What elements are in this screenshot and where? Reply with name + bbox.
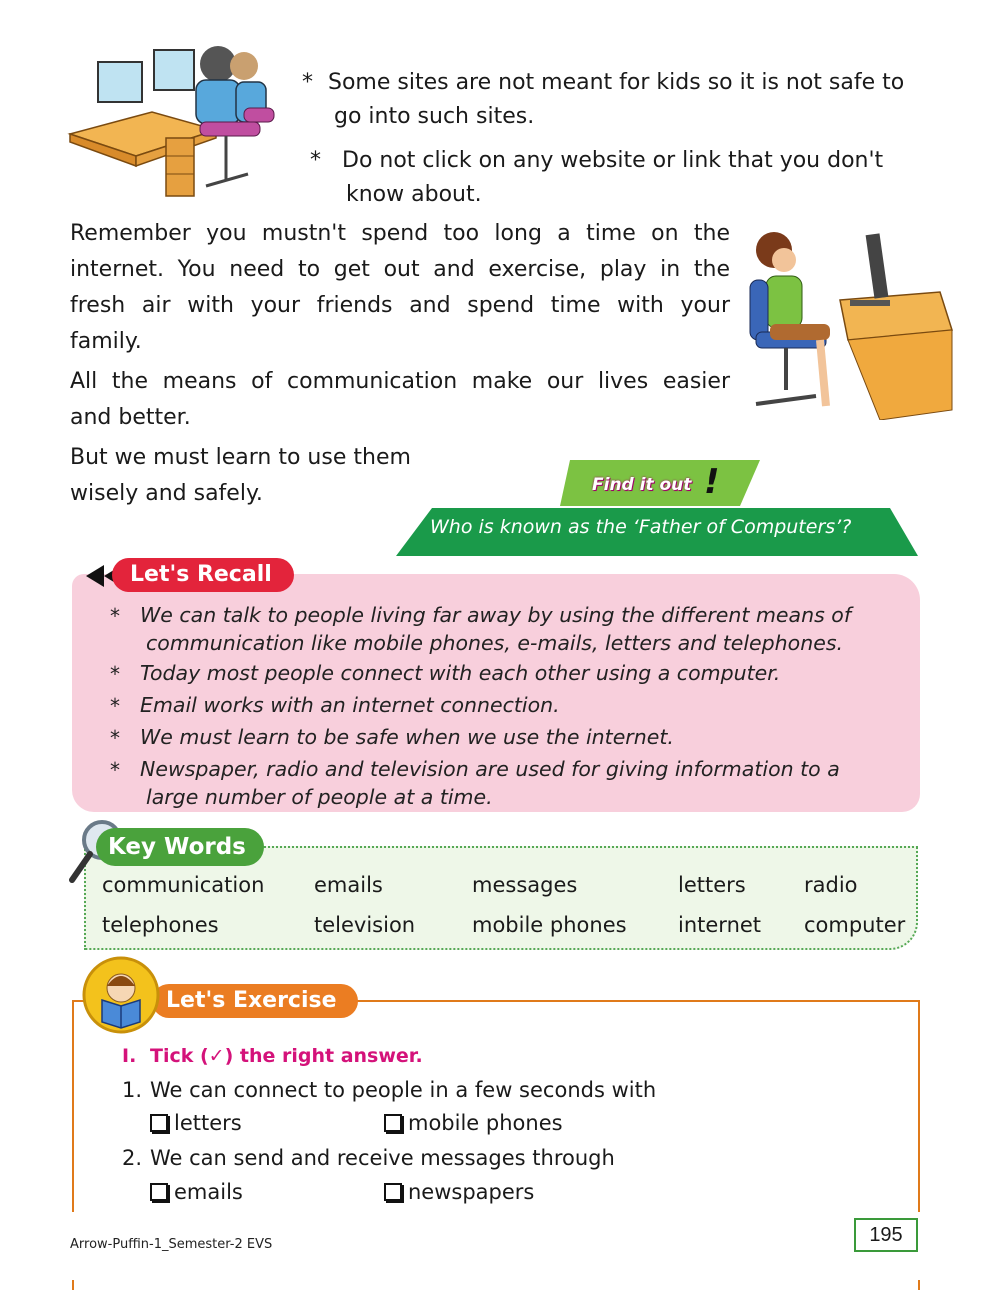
- paragraph-screen-time: [70, 216, 730, 360]
- exclamation-icon: !: [704, 462, 720, 502]
- exercise-section-title: Tick (✓) the right answer.: [150, 1045, 423, 1067]
- question-number: 1.: [122, 1078, 143, 1102]
- lets-recall-heading: Let's Recall: [112, 558, 294, 592]
- star-bullet: *: [110, 726, 120, 750]
- key-word: mobile phones: [472, 913, 627, 937]
- recall-item-4: We must learn to be safe when we use the internet.: [140, 725, 674, 749]
- star-bullet: *: [110, 694, 120, 718]
- lets-exercise-heading: Let's Exercise: [152, 984, 358, 1018]
- star-bullet: *: [310, 148, 321, 173]
- paragraph-line: internet. You need to get out and exercise, play in the: [70, 257, 730, 282]
- question-text: We can connect to people in a few seconds with: [150, 1078, 657, 1102]
- key-word: radio: [804, 873, 858, 897]
- intro-bullet-2-line2: know about.: [346, 182, 482, 207]
- option-newspapers[interactable]: [384, 1180, 534, 1204]
- paragraph-line: But we must learn to use them: [70, 445, 411, 470]
- option-label: emails: [174, 1180, 243, 1204]
- option-label: mobile phones: [408, 1111, 563, 1135]
- paragraph-line: family.: [70, 329, 142, 354]
- question-number: 2.: [122, 1146, 143, 1170]
- recall-item-5-line1: Newspaper, radio and television are used for giving information to a: [140, 757, 840, 781]
- recall-item-5-line2: large number of people at a time.: [146, 785, 493, 809]
- paragraph-line: fresh air with your friends and spend time with your: [70, 293, 730, 318]
- star-bullet: *: [110, 604, 120, 628]
- reading-child-icon: [82, 956, 160, 1034]
- intro-bullet-1-line1: Some sites are not meant for kids so it is not safe to: [328, 70, 905, 95]
- checkbox[interactable]: [150, 1183, 168, 1201]
- paragraph-line: Remember you mustn't spend too long a time on the: [70, 221, 730, 246]
- key-word: messages: [472, 873, 578, 897]
- star-bullet: *: [302, 70, 313, 95]
- find-it-out-label: Find it out: [592, 475, 692, 495]
- paragraph-line: and better.: [70, 405, 191, 430]
- paragraph-communication: [70, 364, 730, 436]
- recall-item-2: Today most people connect with each other using a computer.: [140, 661, 781, 685]
- page-number: 195: [854, 1218, 918, 1252]
- recall-item-1-line2: communication like mobile phones, e-mails, letters and telephones.: [146, 631, 844, 655]
- key-word: letters: [678, 873, 746, 897]
- footer-book-title: Arrow-Puffin-1_Semester-2 EVS: [70, 1237, 273, 1252]
- key-word: telephones: [102, 913, 219, 937]
- intro-bullet-2-line1: Do not click on any website or link that you don't: [342, 148, 884, 173]
- exercise-section-number: I.: [122, 1045, 137, 1067]
- key-word: computer: [804, 913, 906, 937]
- option-label: letters: [174, 1111, 242, 1135]
- option-label: newspapers: [408, 1180, 535, 1204]
- key-word: emails: [314, 873, 383, 897]
- option-mobile-phones[interactable]: [384, 1111, 563, 1135]
- intro-bullet-1-line2: go into such sites.: [334, 104, 535, 129]
- girl-computer-illustration: [730, 220, 955, 420]
- star-bullet: *: [110, 662, 120, 686]
- checkbox[interactable]: [384, 1183, 402, 1201]
- question-text: We can send and receive messages through: [150, 1146, 615, 1170]
- key-word: communication: [102, 873, 265, 897]
- recall-item-1-line1: We can talk to people living far away by using the different means of: [140, 603, 852, 627]
- key-word: television: [314, 913, 416, 937]
- recall-item-3: Email works with an internet connection.: [140, 693, 560, 717]
- key-word: internet: [678, 913, 762, 937]
- checkbox[interactable]: [150, 1114, 168, 1132]
- key-words-heading: Key Words: [96, 828, 264, 866]
- find-it-out-question: Who is known as the ‘Father of Computers’?: [430, 516, 852, 538]
- option-letters[interactable]: [150, 1111, 242, 1135]
- checkbox[interactable]: [384, 1114, 402, 1132]
- paragraph-line: wisely and safely.: [70, 481, 263, 506]
- paragraph-wisely: [70, 440, 411, 512]
- star-bullet: *: [110, 758, 120, 782]
- option-emails[interactable]: [150, 1180, 243, 1204]
- paragraph-line: All the means of communication make our lives easier: [70, 369, 730, 394]
- kids-computer-illustration: [66, 42, 284, 202]
